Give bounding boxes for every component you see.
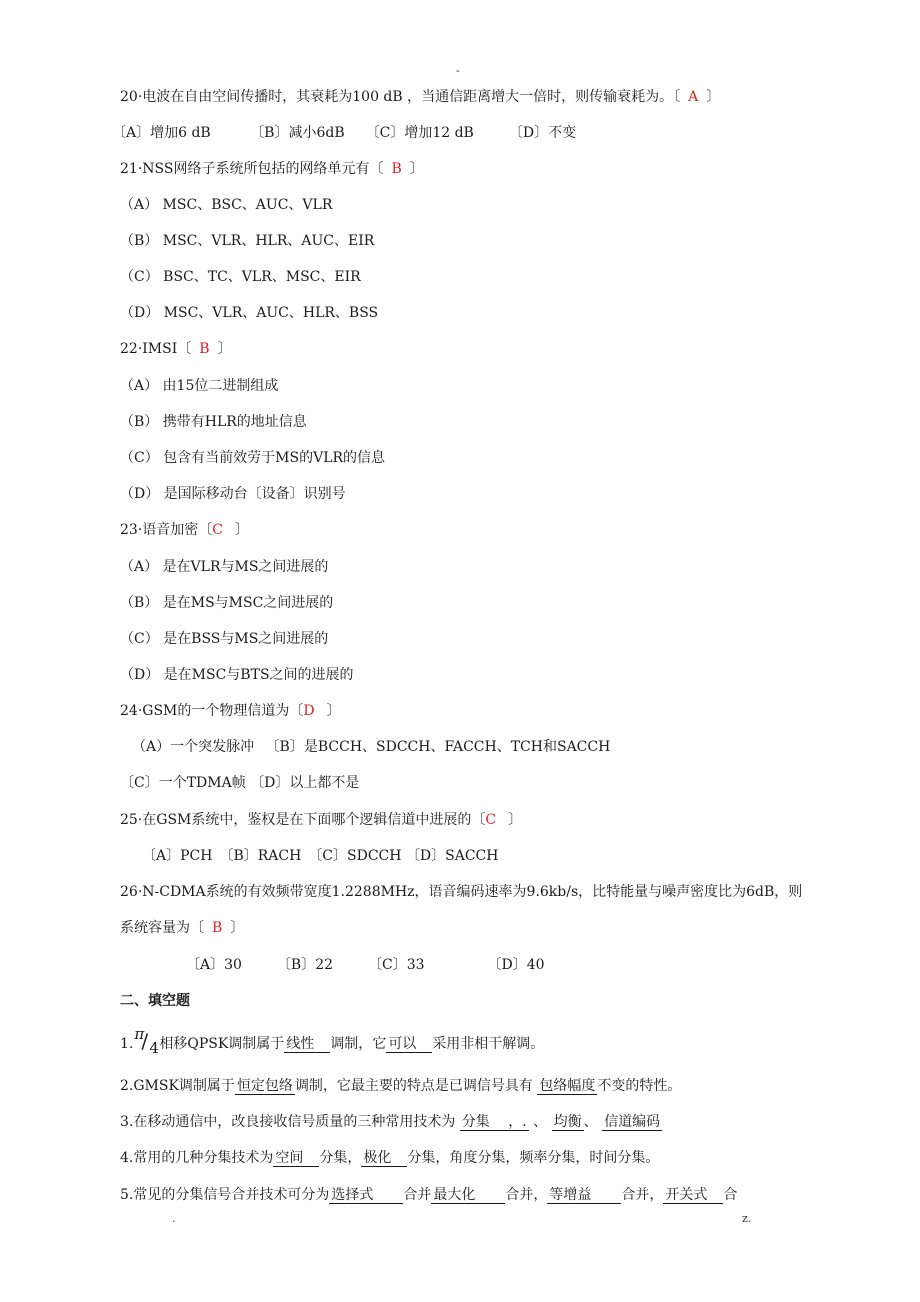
q24-options-ab: （A）一个突发脉冲 〔B〕是BCCH、SDCCH、FACCH、TCH和SACCH <box>132 739 611 755</box>
q25-answer: C <box>485 812 497 828</box>
fill-5: 5.常见的分集信号合并技术可分为 选择式 合并 最大化 合并， 等增益 合并， 开关式 合 <box>120 1187 738 1203</box>
bottom-right-marker: z. <box>742 1212 752 1225</box>
fill-4-blank-1: 空间 <box>275 1150 318 1166</box>
fill-1: 1. π / 4 相移QPSK调制属于 线性 调制，它 可以 采用非相干解调。 <box>120 1025 545 1057</box>
fill-3-blank-1: 分集 ，. <box>461 1114 527 1130</box>
fill-3-blank-2: 均衡 <box>553 1114 582 1130</box>
q23-answer: C <box>212 522 223 538</box>
q25-options: 〔A〕PCH 〔B〕RACH 〔C〕SDCCH 〔D〕SACCH <box>142 848 499 864</box>
pi-over-4-fraction: π / 4 <box>134 1025 159 1057</box>
q26-stem-line2: 系统容量为〔 B 〕 <box>120 920 245 936</box>
q21-option-b: （B） MSC、VLR、HLR、AUC、EIR <box>120 233 375 249</box>
q22-option-d: （D） 是国际移动台〔设备〕识别号 <box>120 486 346 502</box>
fill-4: 4.常用的几种分集技术为 空间 分集， 极化 分集，角度分集，频率分集，时间分集。 <box>120 1150 660 1166</box>
section-title: 二、填空题 <box>120 993 190 1009</box>
q22-option-a: （A） 由15位二进制组成 <box>120 378 279 394</box>
fill-5-blank-4: 开关式 <box>665 1187 722 1203</box>
fill-2: 2.GMSK调制属于 恒定包络 调制，它最主要的特点是已调信号具有 包络幅度不变的特性。 <box>120 1078 682 1094</box>
fill-5-blank-3: 等增益 <box>549 1187 620 1203</box>
top-marker: - <box>456 64 460 77</box>
q22-answer: B <box>199 341 210 357</box>
q24-answer: D <box>303 703 315 719</box>
q23-option-a: （A） 是在VLR与MS之间进展的 <box>120 559 329 575</box>
fill-4-blank-2: 极化 <box>363 1150 406 1166</box>
q20-stem: 20·电波在自由空间传播时，其衰耗为100 dB ，当通信距离增大一倍时，则传输衰耗为。〔 A 〕 <box>120 89 721 105</box>
fill-5-blank-1: 选择式 <box>331 1187 402 1203</box>
q24-options-cd: 〔C〕一个TDMA帧 〔D〕以上都不是 <box>120 775 360 791</box>
q20-answer: A <box>688 89 699 105</box>
bottom-left-marker: . <box>172 1212 176 1225</box>
fill-1-blank-1: 线性 <box>286 1036 329 1052</box>
q23-option-c: （C） 是在BSS与MS之间进展的 <box>120 631 329 647</box>
q24-stem: 24·GSM的一个物理信道为〔D 〕 <box>120 703 341 719</box>
q26-answer: B <box>212 920 223 936</box>
q23-option-d: （D） 是在MSC与BTS之间的进展的 <box>120 667 354 683</box>
fill-3: 3.在移动通信中，改良接收信号质量的三种常用技术为 分集 ，. 、 均衡 、 信道编码 <box>120 1114 661 1130</box>
q26-options: 〔A〕30 〔B〕22 〔C〕33 〔D〕40 <box>186 957 545 973</box>
q21-option-d: （D） MSC、VLR、AUC、HLR、BSS <box>120 305 379 321</box>
q21-option-c: （C） BSC、TC、VLR、MSC、EIR <box>120 269 361 285</box>
q25-stem: 25·在GSM系统中，鉴权是在下面哪个逻辑信道中进展的〔C 〕 <box>120 812 523 828</box>
q20-options: 〔A〕增加6 dB 〔B〕减小6dB 〔C〕增加12 dB 〔D〕不变 <box>112 125 577 141</box>
q21-option-a: （A） MSC、BSC、AUC、VLR <box>120 197 333 213</box>
q21-stem: 21·NSS网络子系统所包括的网络单元有〔 B 〕 <box>120 161 424 177</box>
fill-1-blank-2: 可以 <box>388 1036 431 1052</box>
q26-stem-line1: 26·N-CDMA系统的有效频带宽度1.2288MHz，语音编码速率为9.6kb/s，比特能量与噪声密度比为6dB，则 <box>120 884 803 900</box>
q22-stem: 22·IMSI〔 B 〕 <box>120 341 232 357</box>
q22-option-c: （C） 包含有当前效劳于MS的VLR的信息 <box>120 450 386 466</box>
fill-2-blank-2: 包络幅度 <box>539 1078 596 1094</box>
q21-answer: B <box>391 161 402 177</box>
q22-option-b: （B） 携带有HLR的地址信息 <box>120 414 307 430</box>
q23-stem: 23·语音加密〔C 〕 <box>120 522 249 538</box>
fill-5-blank-2: 最大化 <box>433 1187 504 1203</box>
fill-2-blank-1: 恒定包络 <box>236 1078 293 1094</box>
q23-option-b: （B） 是在MS与MSC之间进展的 <box>120 595 334 611</box>
fill-3-blank-3: 信道编码 <box>604 1114 661 1130</box>
